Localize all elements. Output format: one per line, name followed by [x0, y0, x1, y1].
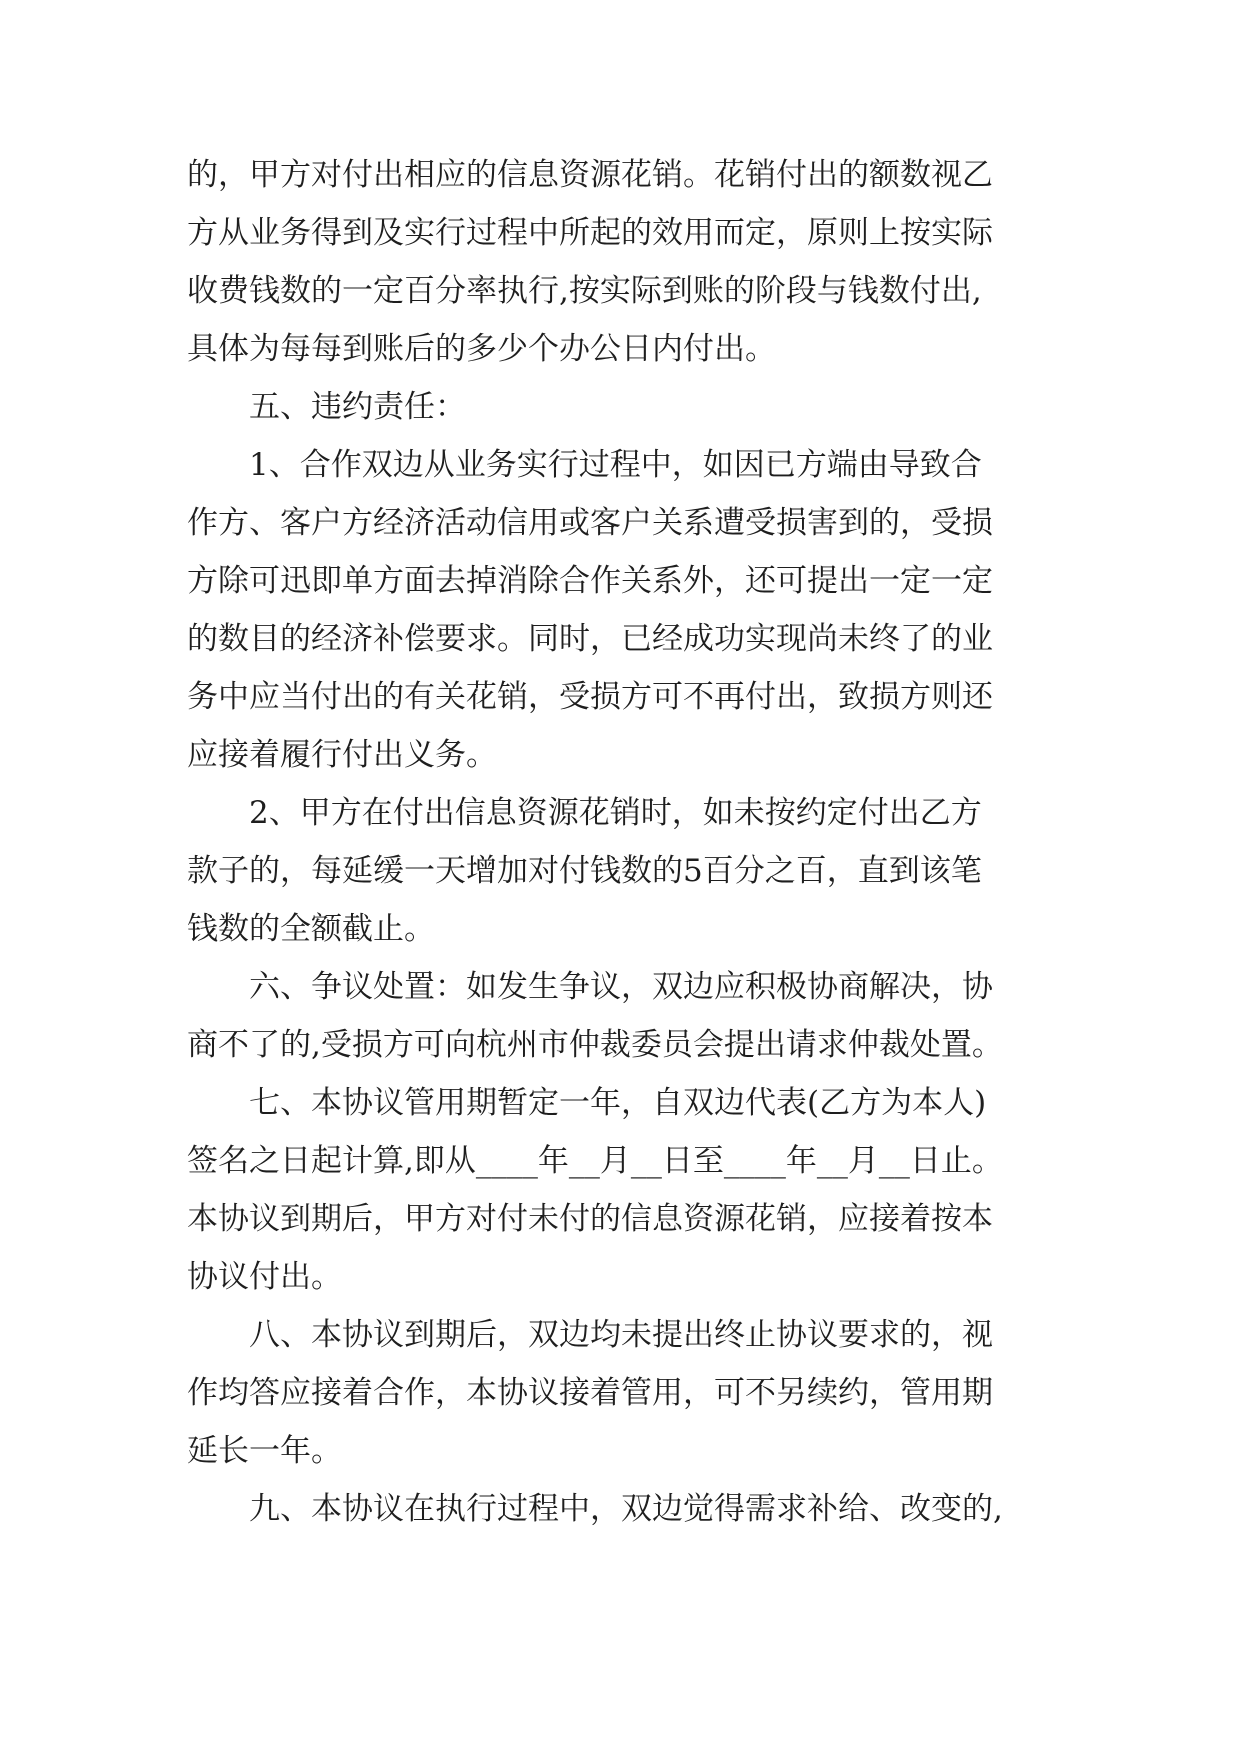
document-line: 七、本协议管用期暂定一年，自双边代表(乙方为本人) — [249, 1085, 987, 1121]
document-line: 钱数的全额截止。 — [187, 911, 435, 947]
document-line: 作均答应接着合作，本协议接着管用，可不另续约，管用期 — [187, 1375, 993, 1411]
document-line: 作方、客户方经济活动信用或客户关系遭受损害到的，受损 — [187, 505, 993, 541]
document-line: 协议付出。 — [187, 1259, 342, 1295]
document-line: 本协议到期后，甲方对付未付的信息资源花销，应接着按本 — [187, 1201, 993, 1237]
document-line: 的，甲方对付出相应的信息资源花销。花销付出的额数视乙 — [187, 157, 993, 193]
document-line: 方从业务得到及实行过程中所起的效用而定，原则上按实际 — [187, 215, 993, 251]
document-line: 五、违约责任： — [249, 389, 466, 425]
document-line: 六、争议处置：如发生争议，双边应积极协商解决，协 — [249, 969, 993, 1005]
document-line: 延长一年。 — [187, 1433, 342, 1469]
document-line: 务中应当付出的有关花销，受损方可不再付出，致损方则还 — [187, 679, 993, 715]
document-body — [187, 146, 1087, 1538]
document-line: 方除可迅即单方面去掉消除合作关系外，还可提出一定一定 — [187, 563, 993, 599]
document-line: 1、合作双边从业务实行过程中，如因已方端由导致合 — [249, 447, 982, 483]
document-line: 八、本协议到期后，双边均未提出终止协议要求的，视 — [249, 1317, 993, 1353]
document-line: 签名之日起计算,即从____年__月__日至____年__月__日止。 — [187, 1143, 1003, 1179]
document-line: 的数目的经济补偿要求。同时，已经成功实现尚未终了的业 — [187, 621, 993, 657]
document-line: 商不了的,受损方可向杭州市仲裁委员会提出请求仲裁处置。 — [187, 1027, 1003, 1063]
document-line: 款子的，每延缓一天增加对付钱数的5百分之百，直到该笔 — [187, 853, 982, 889]
document-line: 2、甲方在付出信息资源花销时，如未按约定付出乙方 — [249, 795, 982, 831]
document-line: 收费钱数的一定百分率执行,按实际到账的阶段与钱数付出, — [187, 273, 982, 309]
document-line: 应接着履行付出义务。 — [187, 737, 497, 773]
document-line: 九、本协议在执行过程中，双边觉得需求补给、改变的, — [249, 1491, 1003, 1527]
document-line: 具体为每每到账后的多少个办公日内付出。 — [187, 331, 776, 367]
